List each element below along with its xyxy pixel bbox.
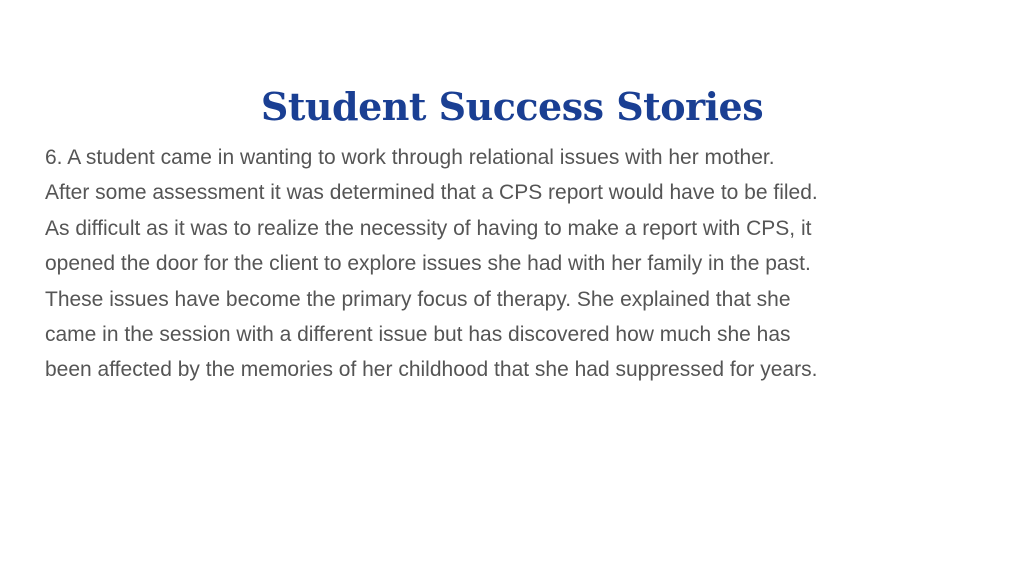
paragraph-line: opened the door for the client to explore issues she had with her family in the past.	[45, 252, 811, 276]
slide-title: Student Success Stories	[260, 84, 764, 130]
paragraph-line: These issues have become the primary focus of therapy. She explained that she	[45, 287, 791, 311]
story-paragraph	[45, 140, 990, 388]
paragraph-line: came in the session with a different issue but has discovered how much she has	[45, 323, 791, 347]
paragraph-line: been affected by the memories of her childhood that she had suppressed for years.	[45, 358, 818, 382]
paragraph-line: 6. A student came in wanting to work through relational issues with her mother.	[45, 146, 775, 169]
paragraph-line: After some assessment it was determined that a CPS report would have to be filed.	[45, 181, 818, 205]
paragraph-line: As difficult as it was to realize the necessity of having to make a report with CPS, it	[45, 216, 812, 240]
